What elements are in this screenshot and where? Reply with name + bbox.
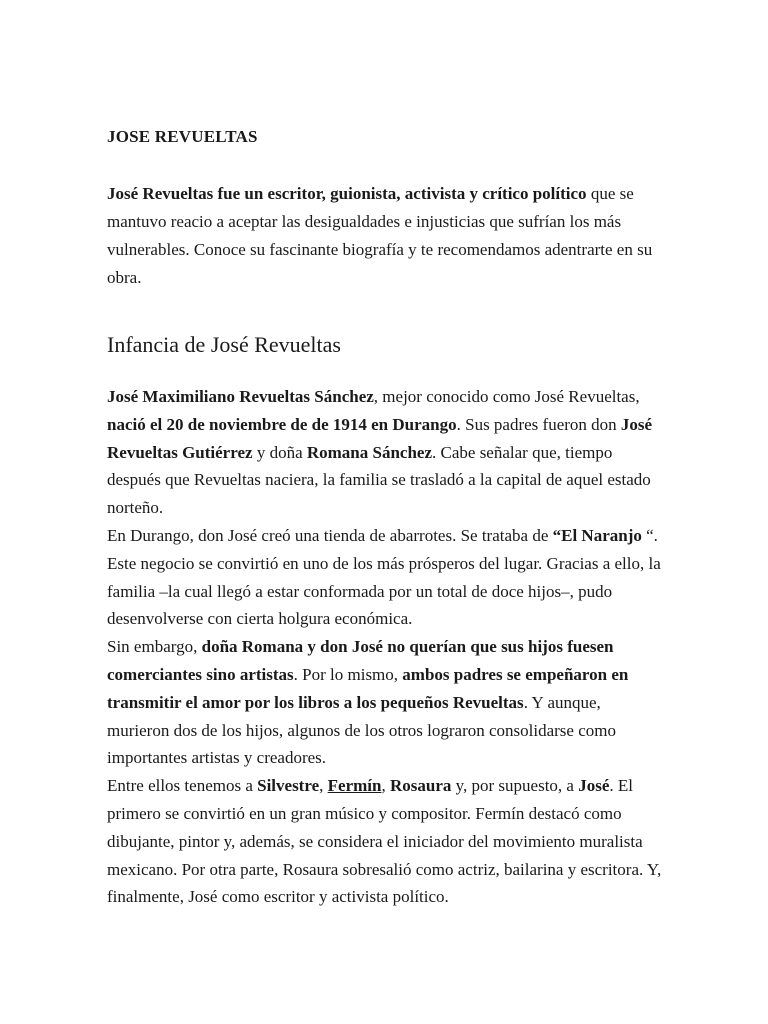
text-run: y doña	[252, 442, 307, 462]
intro-paragraph	[107, 180, 667, 292]
bold-text: José Maximiliano Revueltas Sánchez	[107, 387, 374, 406]
bold-text: ambos padres se empeñaron en transmitir el amor por los libros a los pequeños Revueltas	[107, 664, 629, 712]
text-run: En Durango, don José creó una tienda de abarrotes. Se trataba de	[107, 525, 553, 545]
bold-text: Romana Sánchez	[306, 442, 433, 462]
paragraph-siblings	[107, 772, 667, 911]
fermin-link[interactable]: Fermín	[327, 776, 382, 796]
section-body	[107, 383, 667, 911]
text-run: . Y aunque, murieron dos de los hijos, algunos de los otros lograron consolidarse como importantes artistas y creadores.	[107, 692, 616, 768]
paragraph-birth	[107, 383, 667, 522]
text-run: . Sus padres fueron don	[456, 414, 621, 434]
bold-text: José Revueltas Gutiérrez	[107, 414, 653, 462]
text-run: Entre ellos tenemos a	[107, 776, 258, 796]
text-run: . Por lo mismo,	[293, 664, 403, 684]
section-heading: Infancia de José Revueltas	[107, 332, 341, 357]
bold-text: Silvestre	[257, 776, 320, 796]
bold-text: “El Naranjo	[552, 525, 642, 545]
text-run: , mejor conocido como José Revueltas,	[373, 387, 640, 406]
text-run: ,	[319, 776, 328, 796]
text-run: Sin embargo,	[107, 637, 202, 657]
paragraph-parents	[107, 633, 667, 772]
intro-text: que se mantuvo reacio a aceptar las desigualdades e injusticias que sufrían los más vulnerables. Conoce su fascinante biografía y te recomendamos adentrarte en su obra.	[107, 184, 653, 287]
bold-text: doña Romana y don José no querían que sus hijos fuesen comerciantes sino artistas	[107, 637, 614, 684]
bold-text: José	[578, 776, 610, 796]
text-run: “. Este negocio se convirtió en uno de los más prósperos del lugar. Gracias a ello, la familia –la cual llegó a estar conformada por un total de doce hijos–, pudo desenvolverse con cierta holgura económica.	[107, 525, 661, 629]
text-run: . Cabe señalar que, tiempo después que Revueltas naciera, la familia se trasladó a la capital de aquel estado norteño.	[107, 442, 651, 518]
text-run: . El primero se convirtió en un gran músico y compositor. Fermín destacó como dibujante, pintor y, además, se considera el iniciador del movimiento muralista mexicano. Por otra parte, Rosaura sobresalió como actriz, bailarina y escritora. Y, finalmente, José como escritor y activista político.	[107, 776, 662, 907]
paragraph-store	[107, 522, 667, 633]
text-run: ,	[381, 776, 390, 796]
document-title: JOSE REVUELTAS	[107, 127, 258, 146]
intro-bold-text: José Revueltas fue un escritor, guionista, activista y crítico político	[107, 184, 587, 203]
bold-text: Rosaura	[389, 776, 452, 796]
bold-text: nació el 20 de noviembre de de 1914 en Durango	[107, 414, 457, 434]
text-run: y, por supuesto, a	[451, 776, 579, 796]
